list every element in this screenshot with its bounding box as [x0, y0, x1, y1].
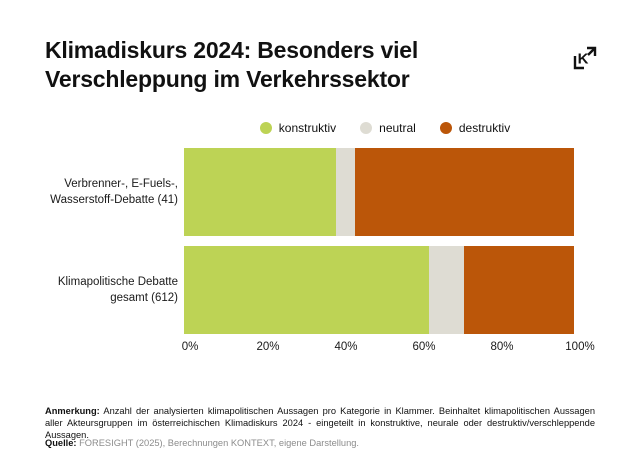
note-text: [45, 405, 595, 441]
source-label: Quelle:: [45, 438, 77, 449]
legend-swatch-icon: [360, 122, 372, 134]
kontext-logo-icon: [569, 42, 601, 74]
source-text: [45, 438, 595, 448]
category-label-line: Klimapolitische Debatte: [57, 276, 178, 288]
bar-segment-konstruktiv: [184, 246, 429, 334]
page-title: [45, 36, 545, 94]
bar-segment-destruktiv: [355, 148, 574, 236]
x-axis-tick: 20%: [256, 341, 280, 353]
source-body: FORESIGHT (2025), Berechnungen KONTEXT, eigene Darstellung.: [79, 438, 360, 449]
svg-text:K: K: [577, 50, 589, 68]
x-axis-tick: 60%: [412, 341, 436, 353]
bar-segment-konstruktiv: [184, 148, 336, 236]
page-title-line2: Verschleppung im Verkehrssektor: [45, 66, 410, 92]
category-label-line: gesamt (612): [110, 292, 178, 304]
bar-chart: [45, 148, 580, 344]
legend-item-neutral: [360, 121, 416, 135]
legend-item-destruktiv: [440, 121, 510, 135]
legend-label: destruktiv: [458, 121, 511, 135]
x-axis-tick: 40%: [334, 341, 358, 353]
chart-row: [45, 148, 580, 236]
x-axis-tick: 80%: [490, 341, 514, 353]
stacked-bar: [184, 148, 574, 236]
note-label: Anmerkung:: [45, 406, 100, 417]
category-label-line: Verbrenner-, E-Fuels-,: [64, 178, 178, 190]
page-title-line1: Klimadiskurs 2024: Besonders viel: [45, 37, 419, 63]
legend-item-konstruktiv: [260, 121, 336, 135]
x-axis: [181, 341, 595, 355]
category-label: [45, 176, 184, 208]
note-body: Anzahl der analysierten klimapolitischen Aussagen pro Kategorie in Klammer. Beinhaltet klimapolitischen Aussagen aller Akteursgruppen im österreichischen Klimadiskurs 2024 - eingeteilt in konstruktive, neurale oder destruktiv/verschleppende Aussagen.: [45, 406, 595, 441]
legend-label: konstruktiv: [278, 121, 337, 135]
legend-swatch-icon: [440, 122, 452, 134]
bar-segment-neutral: [336, 148, 355, 236]
legend-swatch-icon: [260, 122, 272, 134]
chart-legend: [190, 121, 580, 135]
category-label: [45, 274, 184, 306]
stacked-bar: [184, 246, 574, 334]
bar-segment-destruktiv: [464, 246, 574, 334]
chart-rows: [45, 148, 580, 334]
x-axis-tick: 100%: [565, 341, 595, 353]
kontext-logo: [569, 42, 601, 74]
x-axis-tick: 0%: [181, 341, 199, 353]
category-label-line: Wasserstoff-Debatte (41): [50, 194, 178, 206]
chart-row: [45, 246, 580, 334]
bar-segment-neutral: [429, 246, 464, 334]
legend-label: neutral: [379, 121, 416, 135]
